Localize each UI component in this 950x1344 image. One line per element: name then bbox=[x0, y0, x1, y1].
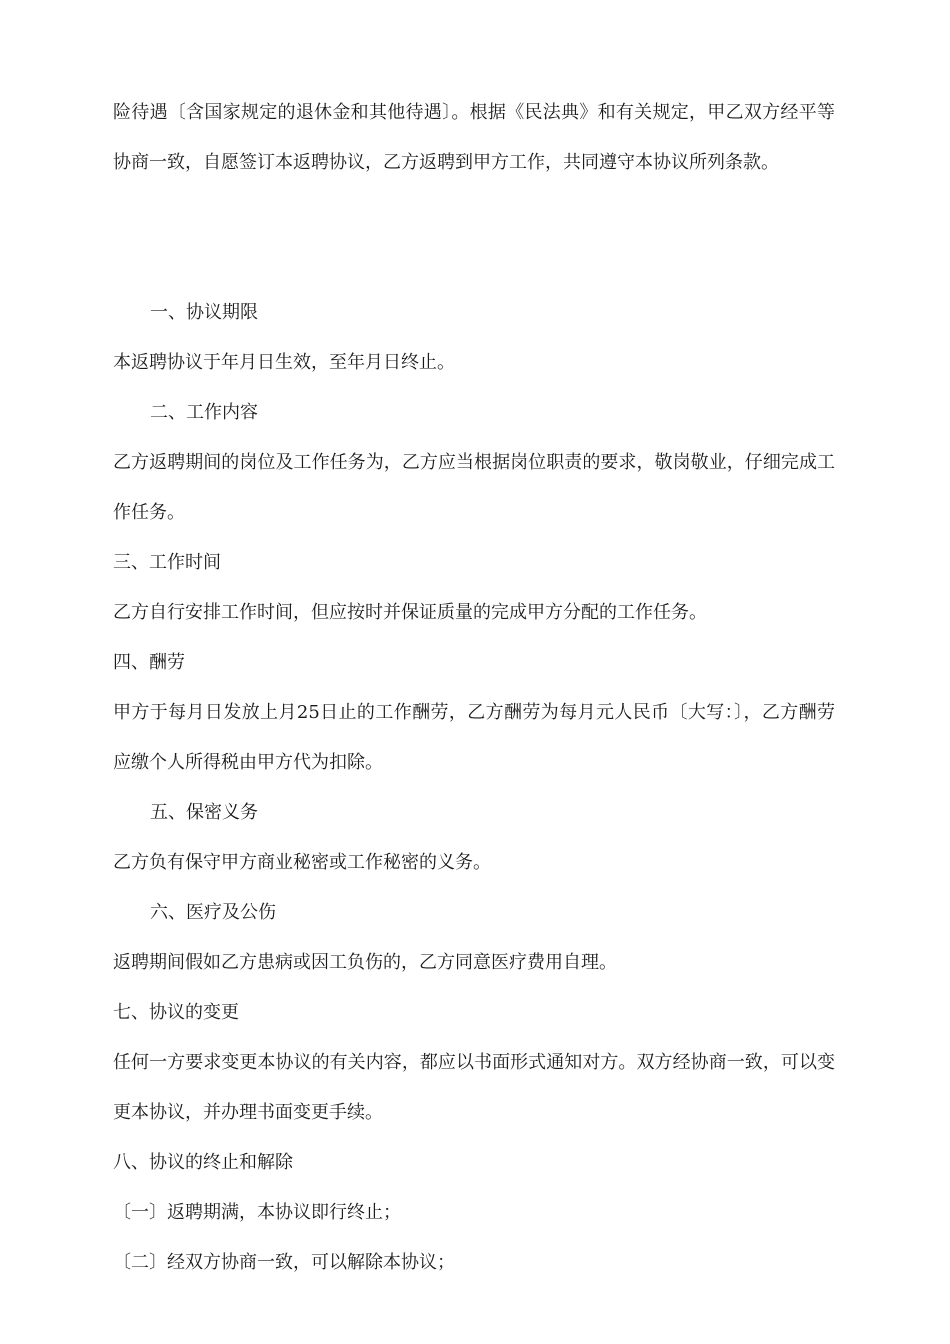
intro-paragraph: 险待遇〔含国家规定的退休金和其他待遇〕。根据《民法典》和有关规定，甲乙双方经平等协商一致，自愿签订本返聘协议，乙方返聘到甲方工作，共同遵守本协议所列条款。 bbox=[113, 102, 835, 173]
section-heading-medical: 六、医疗及公伤 bbox=[150, 902, 276, 923]
section-heading-work-time: 三、工作时间 bbox=[113, 552, 221, 573]
section-body-remuneration: 甲方于每月日发放上月25日止的工作酬劳，乙方酬劳为每月元人民币〔大写：〕，乙方酬劳应缴个人所得税由甲方代为扣除。 bbox=[113, 702, 835, 773]
section-heading-amendment: 七、协议的变更 bbox=[113, 1002, 239, 1023]
termination-item-2: 〔二〕经双方协商一致，可以解除本协议； bbox=[113, 1252, 455, 1273]
section-heading-confidentiality: 五、保密义务 bbox=[150, 802, 258, 823]
section-body-medical: 返聘期间假如乙方患病或因工负伤的，乙方同意医疗费用自理。 bbox=[113, 952, 617, 973]
section-heading-remuneration: 四、酬劳 bbox=[113, 652, 185, 673]
section-body-work-time: 乙方自行安排工作时间，但应按时并保证质量的完成甲方分配的工作任务。 bbox=[113, 602, 707, 623]
section-heading-work-content: 二、工作内容 bbox=[150, 402, 258, 423]
section-body-amendment: 任何一方要求变更本协议的有关内容，都应以书面形式通知对方。双方经协商一致，可以变更本协议，并办理书面变更手续。 bbox=[113, 1052, 835, 1123]
section-body-term: 本返聘协议于年月日生效，至年月日终止。 bbox=[113, 352, 455, 373]
termination-item-1: 〔一〕返聘期满，本协议即行终止； bbox=[113, 1202, 401, 1223]
section-heading-termination: 八、协议的终止和解除 bbox=[113, 1152, 293, 1173]
section-heading-term: 一、协议期限 bbox=[150, 302, 258, 323]
section-body-confidentiality: 乙方负有保守甲方商业秘密或工作秘密的义务。 bbox=[113, 852, 491, 873]
section-body-work-content: 乙方返聘期间的岗位及工作任务为，乙方应当根据岗位职责的要求，敬岗敬业，仔细完成工作任务。 bbox=[113, 452, 835, 523]
